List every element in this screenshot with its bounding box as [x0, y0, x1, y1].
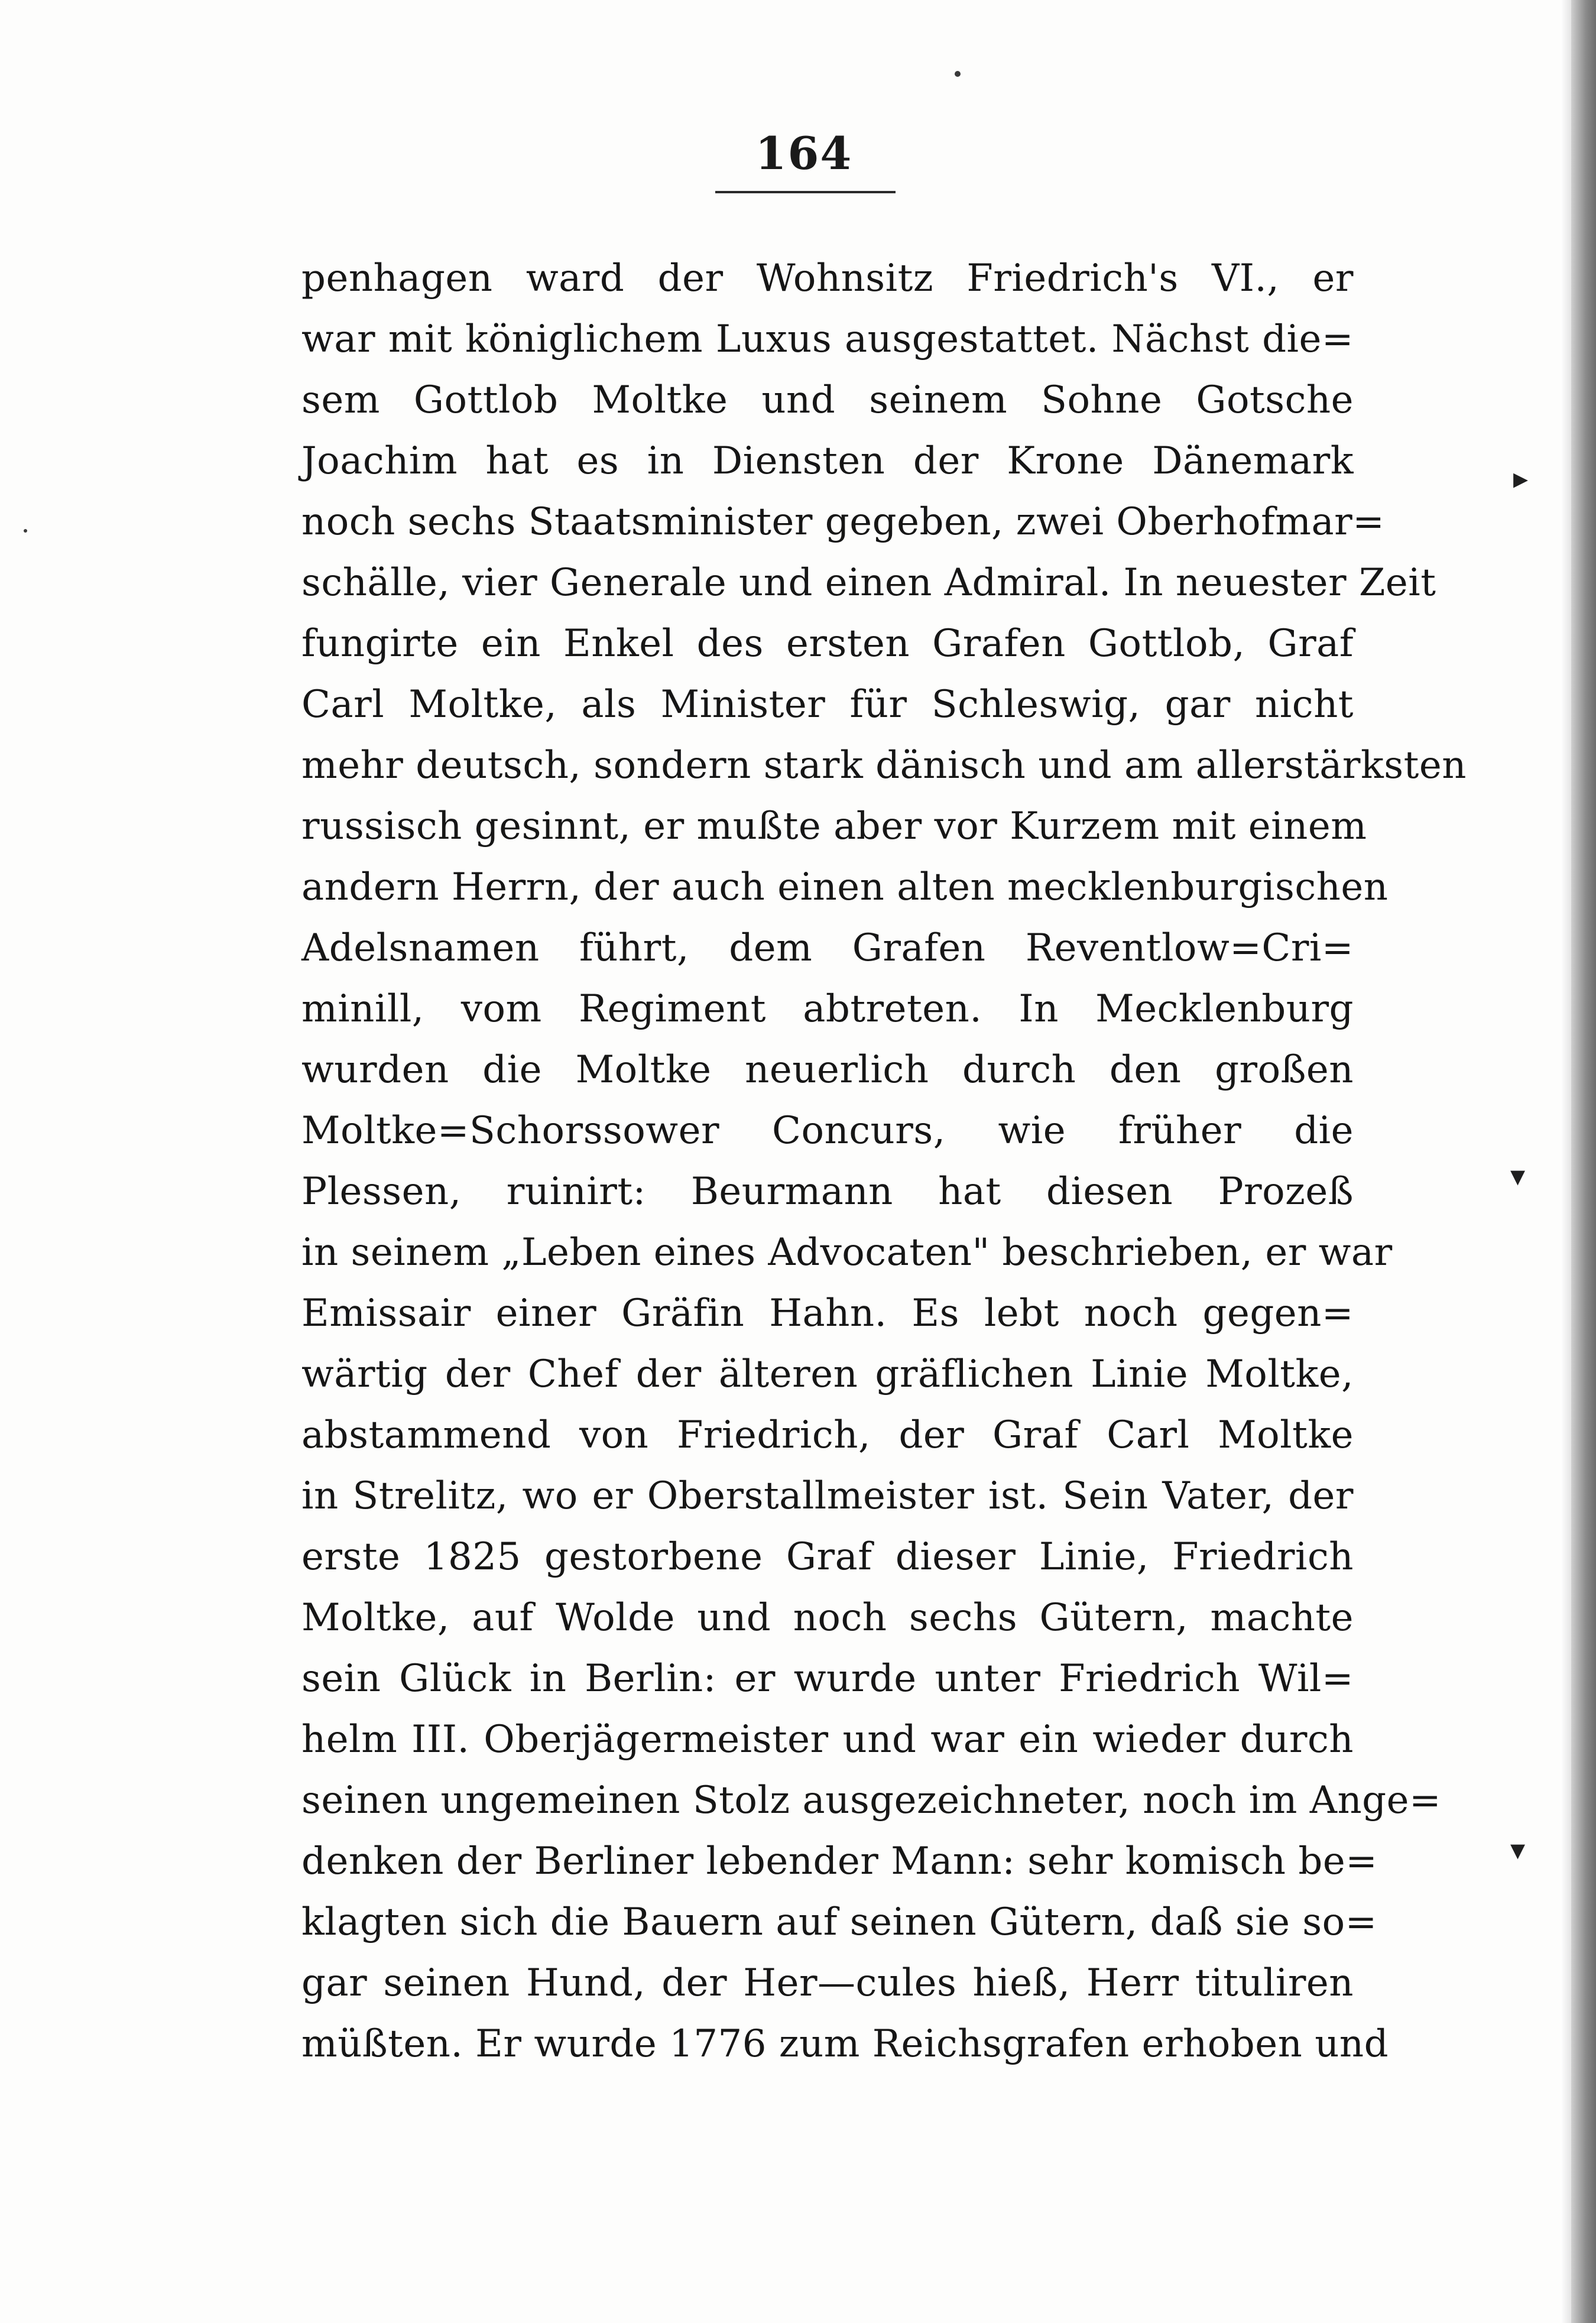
text-line: gar seinen Hund, der Her—cules hieß, Herr tituliren — [301, 1961, 1354, 2005]
margin-mark: ▾ — [1510, 1832, 1526, 1867]
text-line: in seinem „Leben eines Advocaten" beschrieben, er war — [301, 1231, 1393, 1274]
text-line: minill, vom Regiment abtreten. In Mecklenburg — [301, 987, 1354, 1031]
text-line: Adelsnamen führt, dem Grafen Reventlow=Cri= — [301, 926, 1354, 970]
text-line: helm III. Oberjägermeister und war ein wieder durch — [301, 1718, 1354, 1761]
text-line: noch sechs Staatsminister gegeben, zwei Oberhofmar= — [301, 500, 1385, 544]
text-line: war mit königlichem Luxus ausgestattet. Nächst die= — [301, 317, 1354, 361]
scan-speck — [24, 529, 27, 533]
text-line: Joachim hat es in Diensten der Krone Dänemark — [301, 439, 1354, 483]
text-line: sein Glück in Berlin: er wurde unter Friedrich Wil= — [301, 1657, 1354, 1701]
text-line: schälle, vier Generale und einen Admiral. In neuester Zeit — [301, 561, 1436, 605]
text-line: penhagen ward der Wohnsitz Friedrich's VI., er — [301, 257, 1354, 300]
header-rule — [715, 191, 896, 193]
page-edge-shadow — [1571, 0, 1596, 2323]
margin-mark: ▸ — [1513, 461, 1529, 495]
text-line: fungirte ein Enkel des ersten Grafen Gottlob, Graf — [301, 622, 1354, 666]
text-line: russisch gesinnt, er mußte aber vor Kurzem mit einem — [301, 804, 1367, 848]
text-line: Moltke, auf Wolde und noch sechs Gütern, machte — [301, 1596, 1354, 1640]
text-line: abstammend von Friedrich, der Graf Carl Moltke — [301, 1413, 1354, 1457]
text-line: andern Herrn, der auch einen alten mecklenburgischen — [301, 865, 1389, 909]
scan-speck — [955, 71, 961, 77]
text-line: müßten. Er wurde 1776 zum Reichsgrafen erhoben und — [301, 2022, 1389, 2066]
text-line: sem Gottlob Moltke und seinem Sohne Gotsche — [301, 378, 1354, 422]
page-number: 164 — [755, 127, 853, 180]
text-line: seinen ungemeinen Stolz ausgezeichneter, noch im Ange= — [301, 1779, 1442, 1822]
page-edge-highlight — [1561, 0, 1571, 2323]
margin-mark: ▾ — [1510, 1159, 1526, 1193]
text-line: denken der Berliner lebender Mann: sehr komisch be= — [301, 1839, 1378, 1883]
text-line: Emissair einer Gräfin Hahn. Es lebt noch gegen= — [301, 1292, 1354, 1335]
text-line: wärtig der Chef der älteren gräflichen Linie Moltke, — [301, 1352, 1354, 1396]
text-line: wurden die Moltke neuerlich durch den großen — [301, 1048, 1354, 1092]
text-line: mehr deutsch, sondern stark dänisch und am allerstärksten — [301, 744, 1467, 787]
text-line: Plessen, ruinirt: Beurmann hat diesen Prozeß — [301, 1170, 1354, 1214]
text-line: erste 1825 gestorbene Graf dieser Linie, Friedrich — [301, 1535, 1354, 1579]
body-text — [301, 248, 1467, 2075]
text-line: Carl Moltke, als Minister für Schleswig, gar nicht — [301, 683, 1354, 726]
text-line: in Strelitz, wo er Oberstallmeister ist. Sein Vater, der — [301, 1474, 1354, 1518]
text-line: klagten sich die Bauern auf seinen Gütern, daß sie so= — [301, 1900, 1377, 1944]
text-line: Moltke=Schorssower Concurs, wie früher die — [301, 1109, 1354, 1153]
